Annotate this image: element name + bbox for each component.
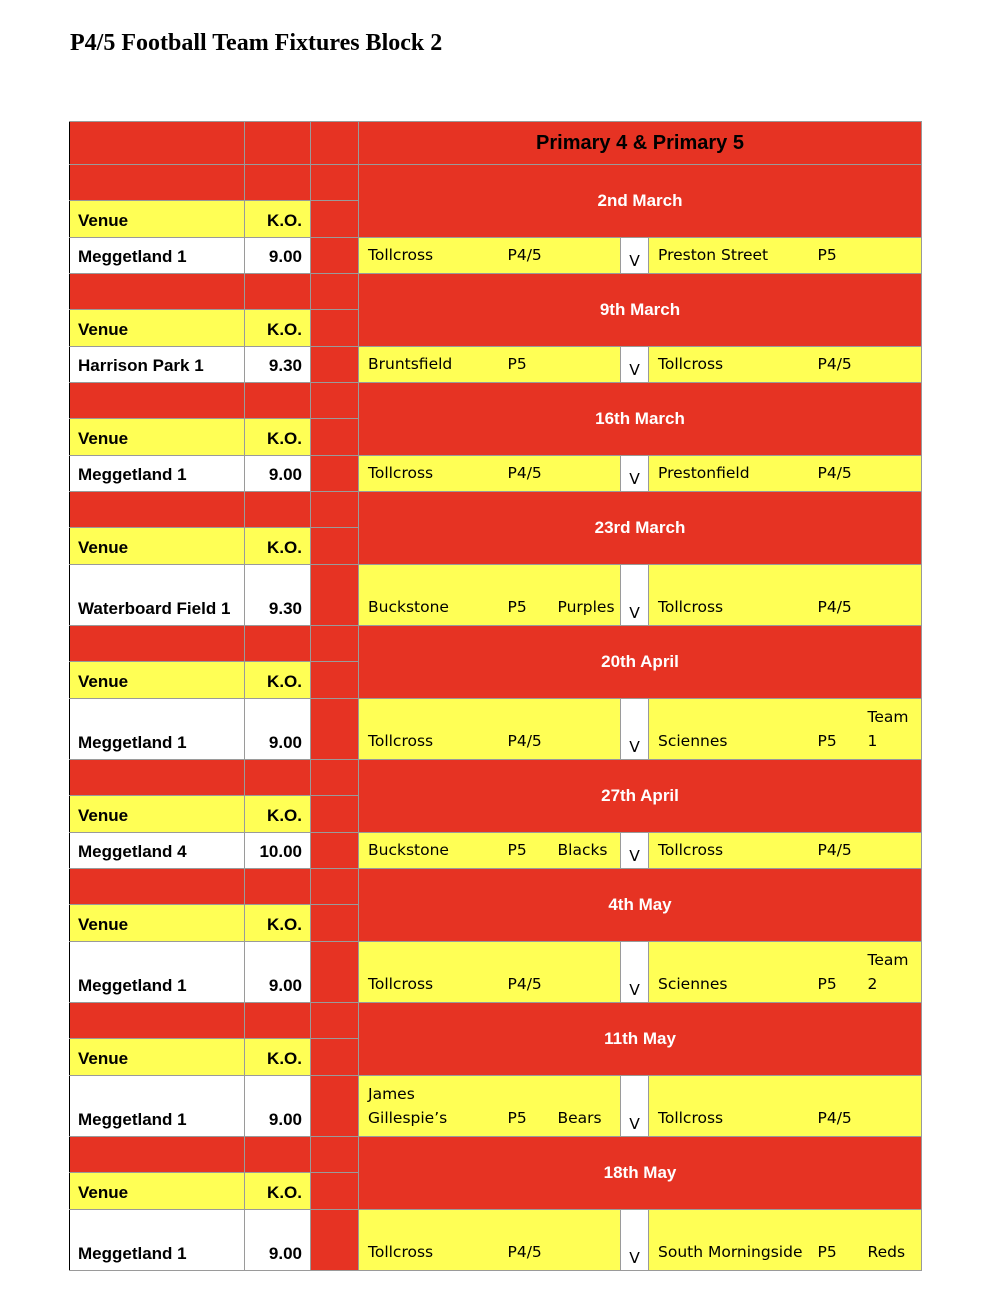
fixtures-table (69, 121, 922, 1271)
ko-label: K.O. (245, 201, 311, 238)
versus: V (621, 833, 649, 869)
spacer-row (70, 492, 922, 528)
venue: Meggetland 1 (70, 1210, 245, 1271)
away-team: Sciennes (649, 699, 809, 760)
match-date: 23rd March (359, 492, 922, 565)
fixture-row (70, 347, 922, 383)
home-age: P4/5 (499, 456, 549, 492)
home-age: P5 (499, 565, 549, 626)
venue-label: Venue (70, 528, 245, 565)
versus: V (621, 1210, 649, 1271)
venue: Waterboard Field 1 (70, 565, 245, 626)
kickoff-time: 10.00 (245, 833, 311, 869)
away-extra: Team 1 (859, 699, 922, 760)
kickoff-time: 9.00 (245, 942, 311, 1003)
ko-label: K.O. (245, 905, 311, 942)
kickoff-time: 9.00 (245, 456, 311, 492)
home-extra: Bears (549, 1076, 621, 1137)
away-extra (859, 238, 922, 274)
venue-label: Venue (70, 1039, 245, 1076)
venue-label: Venue (70, 310, 245, 347)
fixture-row (70, 238, 922, 274)
kickoff-time: 9.30 (245, 347, 311, 383)
document-title: P4/5 Football Team Fixtures Block 2 (70, 30, 443, 56)
venue-label: Venue (70, 201, 245, 238)
match-date: 18th May (359, 1137, 922, 1210)
spacer-row (70, 869, 922, 905)
away-age: P4/5 (809, 456, 859, 492)
ko-label: K.O. (245, 662, 311, 699)
home-age: P4/5 (499, 1210, 549, 1271)
spacer-row (70, 1003, 922, 1039)
fixture-row (70, 1076, 922, 1137)
home-age: P4/5 (499, 238, 549, 274)
match-date: 16th March (359, 383, 922, 456)
home-team: Tollcross (359, 238, 499, 274)
venue-label: Venue (70, 662, 245, 699)
home-extra (549, 699, 621, 760)
away-team: Tollcross (649, 565, 809, 626)
venue: Meggetland 1 (70, 456, 245, 492)
venue-label: Venue (70, 419, 245, 456)
fixture-row (70, 699, 922, 760)
spacer-row (70, 165, 922, 201)
home-extra (549, 347, 621, 383)
home-age: P5 (499, 833, 549, 869)
versus: V (621, 565, 649, 626)
away-team: Sciennes (649, 942, 809, 1003)
home-age: P5 (499, 347, 549, 383)
versus: V (621, 456, 649, 492)
fixture-row (70, 456, 922, 492)
kickoff-time: 9.00 (245, 1210, 311, 1271)
kickoff-time: 9.00 (245, 238, 311, 274)
home-team: Buckstone (359, 833, 499, 869)
away-age: P5 (809, 1210, 859, 1271)
away-age: P5 (809, 238, 859, 274)
spacer-row (70, 760, 922, 796)
kickoff-time: 9.00 (245, 699, 311, 760)
away-extra: Team 2 (859, 942, 922, 1003)
away-age: P5 (809, 699, 859, 760)
away-age: P4/5 (809, 1076, 859, 1137)
fixture-row (70, 565, 922, 626)
home-age: P4/5 (499, 942, 549, 1003)
match-date: 2nd March (359, 165, 922, 238)
venue-label: Venue (70, 905, 245, 942)
home-team: James Gillespie’s (359, 1076, 499, 1137)
venue: Meggetland 1 (70, 238, 245, 274)
home-age: P4/5 (499, 699, 549, 760)
home-extra: Blacks (549, 833, 621, 869)
away-age: P4/5 (809, 833, 859, 869)
versus: V (621, 238, 649, 274)
home-team: Bruntsfield (359, 347, 499, 383)
ko-label: K.O. (245, 528, 311, 565)
away-extra: Reds (859, 1210, 922, 1271)
ko-label: K.O. (245, 796, 311, 833)
kickoff-time: 9.00 (245, 1076, 311, 1137)
venue-label: Venue (70, 1173, 245, 1210)
away-team: Tollcross (649, 347, 809, 383)
away-age: P4/5 (809, 347, 859, 383)
match-date: 11th May (359, 1003, 922, 1076)
venue: Harrison Park 1 (70, 347, 245, 383)
fixture-row (70, 833, 922, 869)
venue: Meggetland 1 (70, 699, 245, 760)
away-team: Tollcross (649, 833, 809, 869)
home-extra (549, 456, 621, 492)
match-date: 27th April (359, 760, 922, 833)
ko-label: K.O. (245, 310, 311, 347)
away-age: P5 (809, 942, 859, 1003)
ko-label: K.O. (245, 1173, 311, 1210)
away-team: Prestonfield (649, 456, 809, 492)
home-team: Buckstone (359, 565, 499, 626)
table-header-row (70, 122, 922, 165)
spacer-row (70, 626, 922, 662)
versus: V (621, 699, 649, 760)
away-team: Tollcross (649, 1076, 809, 1137)
match-date: 9th March (359, 274, 922, 347)
home-extra (549, 942, 621, 1003)
home-team: Tollcross (359, 456, 499, 492)
venue: Meggetland 4 (70, 833, 245, 869)
venue-label: Venue (70, 796, 245, 833)
home-team: Tollcross (359, 699, 499, 760)
home-extra: Purples (549, 565, 621, 626)
away-extra (859, 347, 922, 383)
ko-label: K.O. (245, 1039, 311, 1076)
away-extra (859, 1076, 922, 1137)
venue: Meggetland 1 (70, 942, 245, 1003)
versus: V (621, 347, 649, 383)
away-extra (859, 565, 922, 626)
home-team: Tollcross (359, 1210, 499, 1271)
match-date: 4th May (359, 869, 922, 942)
versus: V (621, 942, 649, 1003)
home-extra (549, 1210, 621, 1271)
away-extra (859, 456, 922, 492)
ko-label: K.O. (245, 419, 311, 456)
spacer-row (70, 274, 922, 310)
match-date: 20th April (359, 626, 922, 699)
venue: Meggetland 1 (70, 1076, 245, 1137)
spacer-row (70, 383, 922, 419)
spacer-row (70, 1137, 922, 1173)
table-header: Primary 4 & Primary 5 (359, 122, 922, 165)
away-age: P4/5 (809, 565, 859, 626)
away-team: South Morningside (649, 1210, 809, 1271)
home-team: Tollcross (359, 942, 499, 1003)
home-extra (549, 238, 621, 274)
versus: V (621, 1076, 649, 1137)
kickoff-time: 9.30 (245, 565, 311, 626)
away-team: Preston Street (649, 238, 809, 274)
fixture-row (70, 1210, 922, 1271)
home-age: P5 (499, 1076, 549, 1137)
fixture-row (70, 942, 922, 1003)
away-extra (859, 833, 922, 869)
